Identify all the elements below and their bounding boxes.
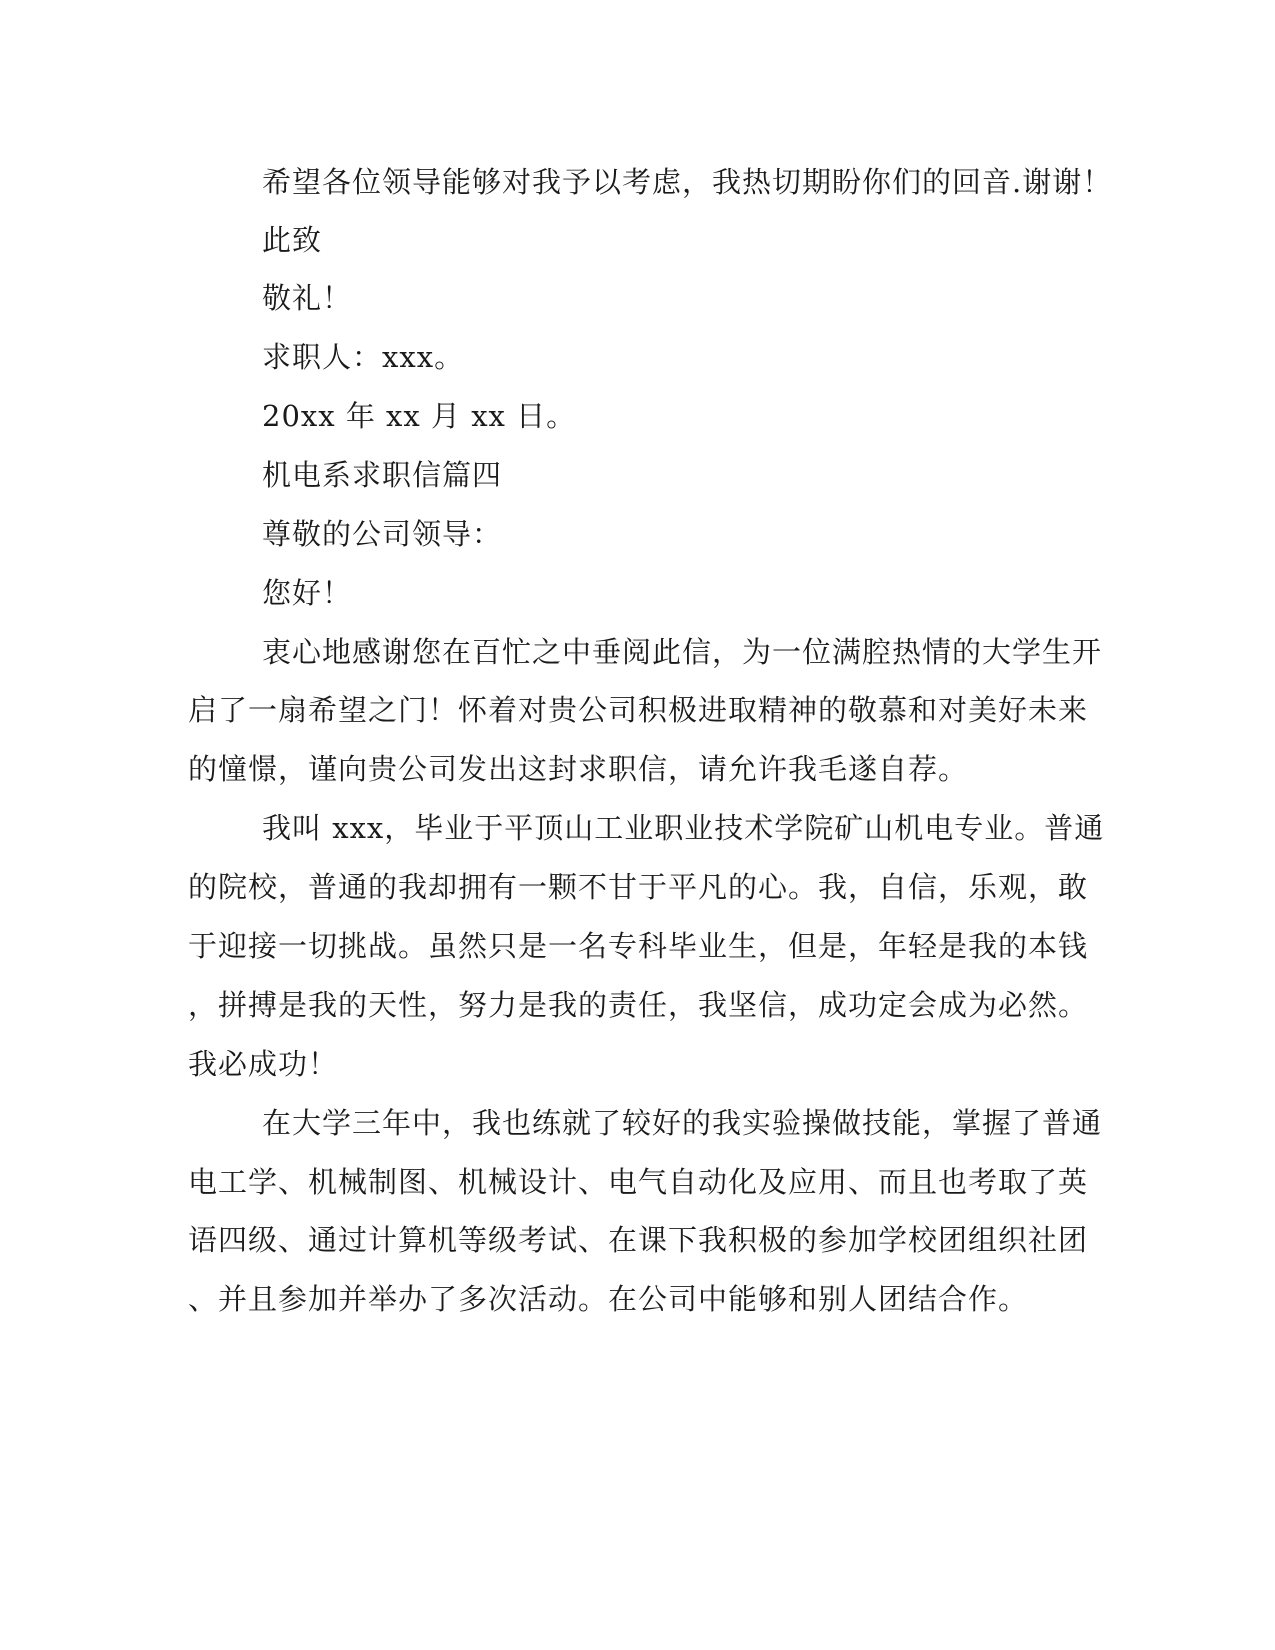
- paragraph-2-line-4: ，拼搏是我的天性，努力是我的责任，我坚信，成功定会成为必然。: [188, 988, 1089, 1022]
- paragraph-3-line-1: 在大学三年中，我也练就了较好的我实验操做技能，掌握了普通: [262, 1106, 1103, 1140]
- section-title: 机电系求职信篇四: [262, 458, 503, 492]
- paragraph-3-line-4: 、并且参加并举办了多次活动。在公司中能够和别人团结合作。: [188, 1282, 1029, 1316]
- paragraph-2-line-5: 我必成功！: [188, 1047, 339, 1081]
- applicant-signature: 求职人：xxx。: [262, 340, 465, 374]
- paragraph-2-line-2: 的院校，普通的我却拥有一颗不甘于平凡的心。我，自信，乐观，敢: [188, 870, 1089, 904]
- paragraph-3-line-3: 语四级、通过计算机等级考试、在课下我积极的参加学校团组织社团: [188, 1223, 1089, 1257]
- closing-jing-li: 敬礼！: [262, 281, 353, 315]
- paragraph-1-line-3: 的憧憬，谨向贵公司发出这封求职信，请允许我毛遂自荐。: [188, 752, 969, 786]
- closing-hope-line: 希望各位领导能够对我予以考虑，我热切期盼你们的回音.谢谢！: [262, 165, 1113, 199]
- salutation: 尊敬的公司领导：: [262, 517, 503, 551]
- paragraph-1-line-1: 衷心地感谢您在百忙之中垂阅此信，为一位满腔热情的大学生开: [262, 635, 1103, 669]
- paragraph-2-line-3: 于迎接一切挑战。虽然只是一名专科毕业生，但是，年轻是我的本钱: [188, 929, 1089, 963]
- paragraph-1-line-2: 启了一扇希望之门！怀着对贵公司积极进取精神的敬慕和对美好未来: [188, 693, 1089, 727]
- letter-date: 20xx 年 xx 月 xx 日。: [262, 399, 577, 433]
- paragraph-2-line-1: 我叫 xxx，毕业于平顶山工业职业技术学院矿山机电专业。普通: [262, 811, 1105, 845]
- greeting: 您好！: [262, 576, 353, 610]
- closing-ci-zhi: 此致: [262, 223, 323, 257]
- paragraph-3-line-2: 电工学、机械制图、机械设计、电气自动化及应用、而且也考取了英: [188, 1165, 1089, 1199]
